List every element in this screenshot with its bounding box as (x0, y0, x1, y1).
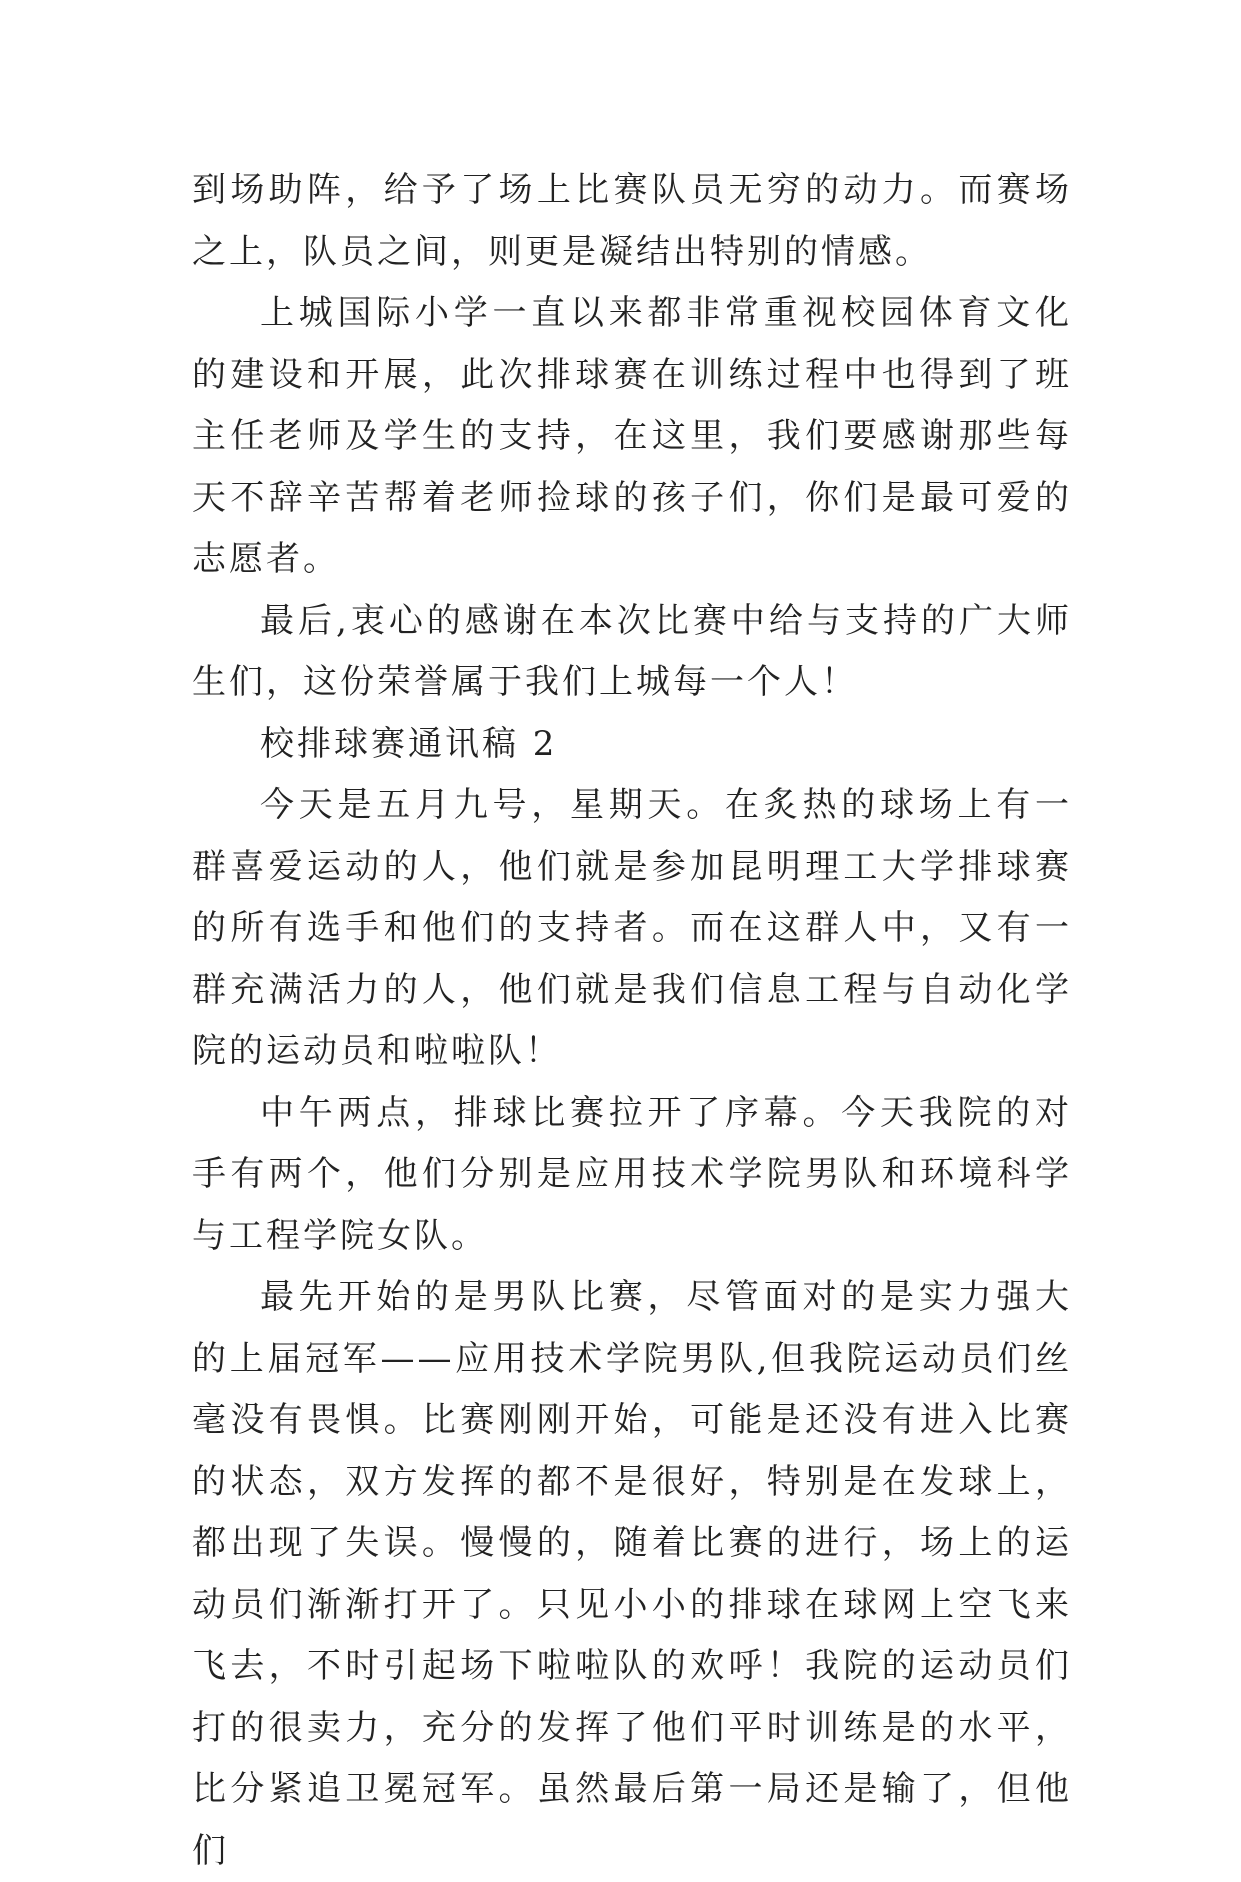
paragraph-6: 最先开始的是男队比赛，尽管面对的是实力强大的上届冠军——应用技术学院男队,但我院运动员们丝毫没有畏惧。比赛刚刚开始，可能是还没有进入比赛的状态，双方发挥的都不是很好，特别是在发球上，都出现了失误。慢慢的，随着比赛的进行，场上的运动员们渐渐打开了。只见小小的排球在球网上空飞来飞去，不时引起场下啦啦队的欢呼！我院的运动员们打的很卖力，充分的发挥了他们平时训练是的水平，比分紧追卫冕冠军。虽然最后第一局还是输了，但他们 (192, 1277, 1072, 1871)
paragraph-4: 今天是五月九号，星期天。在炙热的球场上有一群喜爱运动的人，他们就是参加昆明理工大学排球赛的所有选手和他们的支持者。而在这群人中，又有一群充满活力的人，他们就是我们信息工程与自动化学院的运动员和啦啦队！ (192, 785, 1072, 1071)
paragraph-2: 上城国际小学一直以来都非常重视校园体育文化的建设和开展，此次排球赛在训练过程中也得到了班主任老师及学生的支持，在这里，我们要感谢那些每天不辞辛苦帮着老师捡球的孩子们，你们是最可爱的志愿者。 (192, 293, 1072, 579)
paragraph-1: 到场助阵，给予了场上比赛队员无穷的动力。而赛场之上，队员之间，则更是凝结出特别的情感。 (192, 170, 1072, 272)
paragraph-5: 中午两点，排球比赛拉开了序幕。今天我院的对手有两个，他们分别是应用技术学院男队和环境科学与工程学院女队。 (192, 1092, 1072, 1256)
paragraph-3: 最后,衷心的感谢在本次比赛中给与支持的广大师生们，这份荣誉属于我们上城每一个人！ (192, 600, 1072, 702)
section-heading: 校排球赛通讯稿 2 (260, 723, 558, 764)
document-body (192, 160, 1072, 1882)
